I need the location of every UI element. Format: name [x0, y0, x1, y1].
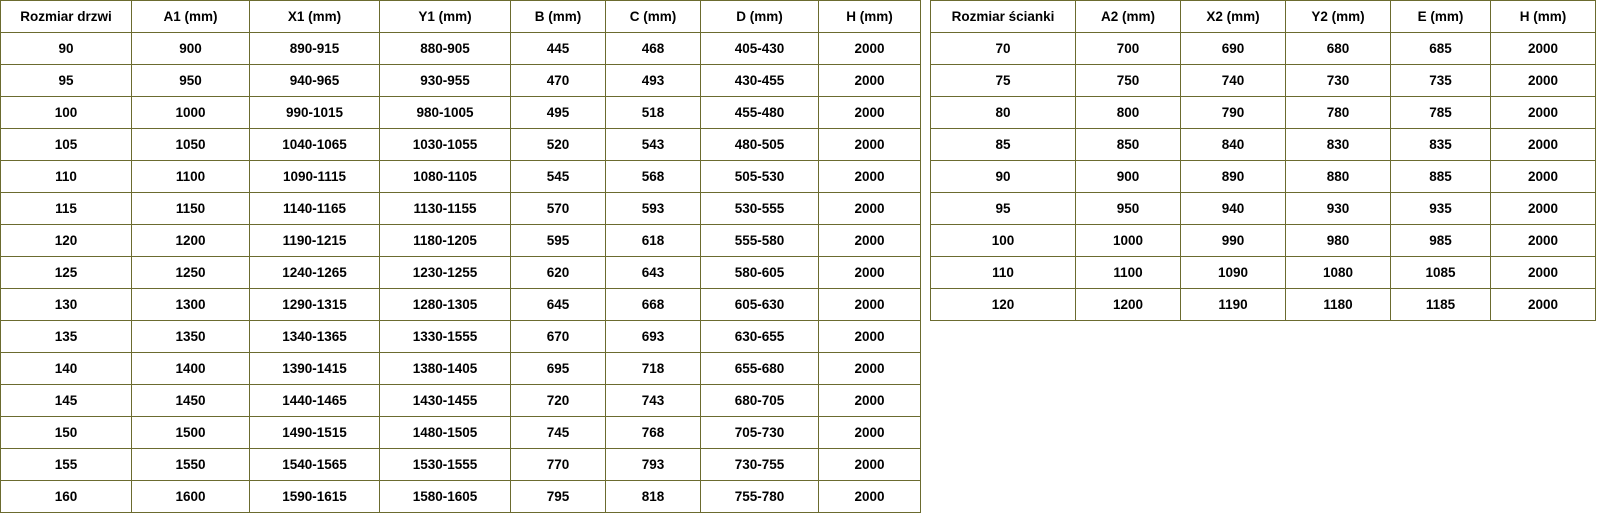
table-row: [1, 33, 921, 65]
doors-table-cell: 680-705: [701, 385, 819, 417]
doors-table-cell: 630-655: [701, 321, 819, 353]
doors-table-cell: 705-730: [701, 417, 819, 449]
doors-table-cell: 1150: [132, 193, 250, 225]
walls-table-cell: 840: [1181, 129, 1286, 161]
walls-table-cell: 940: [1181, 193, 1286, 225]
walls-table-cell: 690: [1181, 33, 1286, 65]
doors-table-cell: 1180-1205: [380, 225, 511, 257]
walls-table-cell: 1190: [1181, 289, 1286, 321]
doors-table-column-header: B (mm): [511, 1, 606, 33]
table-row: [1, 385, 921, 417]
doors-table-cell: 1100: [132, 161, 250, 193]
doors-table-cell: 718: [606, 353, 701, 385]
doors-table-cell: 1540-1565: [250, 449, 380, 481]
doors-table-cell: 818: [606, 481, 701, 513]
walls-table-cell: 2000: [1491, 193, 1596, 225]
doors-table-cell: 593: [606, 193, 701, 225]
doors-table-cell: 495: [511, 97, 606, 129]
table-row: [1, 97, 921, 129]
walls-table-cell: 2000: [1491, 129, 1596, 161]
doors-table-cell: 645: [511, 289, 606, 321]
walls-table-cell: 120: [931, 289, 1076, 321]
walls-table-cell: 110: [931, 257, 1076, 289]
walls-table-cell: 2000: [1491, 225, 1596, 257]
doors-table-cell: 2000: [819, 161, 921, 193]
doors-table-cell: 950: [132, 65, 250, 97]
doors-table-cell: 555-580: [701, 225, 819, 257]
doors-table-cell: 1400: [132, 353, 250, 385]
walls-table-cell: 935: [1391, 193, 1491, 225]
doors-table-cell: 1590-1615: [250, 481, 380, 513]
table-row: [931, 161, 1596, 193]
doors-table-cell: 1200: [132, 225, 250, 257]
doors-table-cell: 1390-1415: [250, 353, 380, 385]
walls-table-cell: 950: [1076, 193, 1181, 225]
walls-table-cell: 890: [1181, 161, 1286, 193]
doors-table-cell: 1280-1305: [380, 289, 511, 321]
doors-table-cell: 695: [511, 353, 606, 385]
walls-table-cell: 885: [1391, 161, 1491, 193]
walls-table-cell: 740: [1181, 65, 1286, 97]
table-row: [1, 353, 921, 385]
walls-table-cell: 790: [1181, 97, 1286, 129]
doors-table-cell: 120: [1, 225, 132, 257]
doors-table-cell: 115: [1, 193, 132, 225]
table-row: [1, 257, 921, 289]
doors-table-cell: 643: [606, 257, 701, 289]
doors-table-cell: 135: [1, 321, 132, 353]
doors-table-cell: 1230-1255: [380, 257, 511, 289]
doors-table-cell: 730-755: [701, 449, 819, 481]
walls-table-cell: 1090: [1181, 257, 1286, 289]
doors-table-cell: 1030-1055: [380, 129, 511, 161]
walls-table-cell: 1200: [1076, 289, 1181, 321]
table-row: [931, 129, 1596, 161]
doors-table-cell: 1190-1215: [250, 225, 380, 257]
walls-table-cell: 780: [1286, 97, 1391, 129]
doors-table-cell: 890-915: [250, 33, 380, 65]
doors-table-cell: 570: [511, 193, 606, 225]
doors-table-cell: 793: [606, 449, 701, 481]
walls-table-cell: 880: [1286, 161, 1391, 193]
doors-table-cell: 1090-1115: [250, 161, 380, 193]
table-header-row: [931, 1, 1596, 33]
doors-table-cell: 1600: [132, 481, 250, 513]
doors-table-column-header: Y1 (mm): [380, 1, 511, 33]
doors-table-column-header: D (mm): [701, 1, 819, 33]
doors-table-cell: 480-505: [701, 129, 819, 161]
doors-table-cell: 100: [1, 97, 132, 129]
doors-table-cell: 125: [1, 257, 132, 289]
walls-table-cell: 75: [931, 65, 1076, 97]
doors-table-head: [1, 1, 921, 33]
doors-table-cell: 470: [511, 65, 606, 97]
doors-table-cell: 770: [511, 449, 606, 481]
doors-table-cell: 1330-1555: [380, 321, 511, 353]
walls-table-cell: 750: [1076, 65, 1181, 97]
walls-table-column-header: Y2 (mm): [1286, 1, 1391, 33]
doors-table-cell: 505-530: [701, 161, 819, 193]
doors-table-cell: 1440-1465: [250, 385, 380, 417]
doors-table-cell: 1450: [132, 385, 250, 417]
walls-table-cell: 930: [1286, 193, 1391, 225]
doors-table-cell: 1040-1065: [250, 129, 380, 161]
doors-table-cell: 620: [511, 257, 606, 289]
table-row: [1, 193, 921, 225]
table-row: [1, 321, 921, 353]
doors-table-cell: 1350: [132, 321, 250, 353]
doors-table-cell: 155: [1, 449, 132, 481]
doors-table-cell: 1550: [132, 449, 250, 481]
doors-table-cell: 1380-1405: [380, 353, 511, 385]
walls-table-cell: 1080: [1286, 257, 1391, 289]
doors-table-cell: 110: [1, 161, 132, 193]
doors-table-cell: 1500: [132, 417, 250, 449]
doors-table-cell: 145: [1, 385, 132, 417]
doors-table-body: [1, 33, 921, 513]
doors-table-cell: 2000: [819, 449, 921, 481]
walls-table-cell: 2000: [1491, 289, 1596, 321]
doors-table-cell: 1050: [132, 129, 250, 161]
walls-table-cell: 735: [1391, 65, 1491, 97]
walls-table-column-header: E (mm): [1391, 1, 1491, 33]
doors-table-cell: 595: [511, 225, 606, 257]
table-row: [1, 225, 921, 257]
doors-table-cell: 880-905: [380, 33, 511, 65]
doors-table-cell: 720: [511, 385, 606, 417]
walls-table-cell: 980: [1286, 225, 1391, 257]
doors-table-cell: 2000: [819, 225, 921, 257]
walls-table-head: [931, 1, 1596, 33]
walls-table-cell: 2000: [1491, 97, 1596, 129]
doors-table-cell: 668: [606, 289, 701, 321]
doors-table-cell: 2000: [819, 481, 921, 513]
walls-table-cell: 2000: [1491, 257, 1596, 289]
doors-table-cell: 2000: [819, 193, 921, 225]
doors-table-cell: 2000: [819, 385, 921, 417]
table-header-row: [1, 1, 921, 33]
walls-table-cell: 700: [1076, 33, 1181, 65]
doors-table-cell: 2000: [819, 65, 921, 97]
walls-table-column-header: H (mm): [1491, 1, 1596, 33]
doors-table-cell: 605-630: [701, 289, 819, 321]
walls-table-cell: 70: [931, 33, 1076, 65]
doors-table-cell: 543: [606, 129, 701, 161]
doors-table-cell: 1580-1605: [380, 481, 511, 513]
walls-table-column-header: Rozmiar ścianki: [931, 1, 1076, 33]
doors-table-cell: 160: [1, 481, 132, 513]
doors-table-cell: 130: [1, 289, 132, 321]
table-row: [931, 33, 1596, 65]
table-row: [931, 97, 1596, 129]
walls-table-cell: 850: [1076, 129, 1181, 161]
doors-table-cell: 980-1005: [380, 97, 511, 129]
doors-table-cell: 2000: [819, 97, 921, 129]
doors-table-cell: 990-1015: [250, 97, 380, 129]
table-row: [1, 161, 921, 193]
doors-table-cell: 1430-1455: [380, 385, 511, 417]
doors-table-column-header: H (mm): [819, 1, 921, 33]
doors-table-cell: 1140-1165: [250, 193, 380, 225]
doors-table-cell: 768: [606, 417, 701, 449]
doors-table-cell: 95: [1, 65, 132, 97]
doors-table-cell: 1300: [132, 289, 250, 321]
doors-table-cell: 755-780: [701, 481, 819, 513]
doors-table-column-header: A1 (mm): [132, 1, 250, 33]
doors-table-cell: 520: [511, 129, 606, 161]
doors-table-cell: 1000: [132, 97, 250, 129]
doors-table-cell: 405-430: [701, 33, 819, 65]
walls-table-cell: 835: [1391, 129, 1491, 161]
doors-table-cell: 2000: [819, 417, 921, 449]
walls-table-cell: 1180: [1286, 289, 1391, 321]
walls-table-cell: 1085: [1391, 257, 1491, 289]
walls-table-cell: 2000: [1491, 33, 1596, 65]
doors-table-cell: 618: [606, 225, 701, 257]
walls-table-cell: 990: [1181, 225, 1286, 257]
walls-table-cell: 95: [931, 193, 1076, 225]
doors-table-cell: 2000: [819, 353, 921, 385]
doors-table-cell: 1490-1515: [250, 417, 380, 449]
doors-table-cell: 150: [1, 417, 132, 449]
doors-table-cell: 2000: [819, 129, 921, 161]
doors-table-cell: 1480-1505: [380, 417, 511, 449]
doors-table-cell: 670: [511, 321, 606, 353]
walls-table-cell: 85: [931, 129, 1076, 161]
table-row: [1, 129, 921, 161]
walls-table-cell: 2000: [1491, 65, 1596, 97]
doors-table-cell: 930-955: [380, 65, 511, 97]
walls-dimensions-table: [930, 0, 1596, 321]
doors-table-cell: 743: [606, 385, 701, 417]
walls-table-cell: 685: [1391, 33, 1491, 65]
walls-table-cell: 100: [931, 225, 1076, 257]
table-row: [1, 417, 921, 449]
doors-table-column-header: X1 (mm): [250, 1, 380, 33]
doors-table-cell: 940-965: [250, 65, 380, 97]
walls-table-cell: 785: [1391, 97, 1491, 129]
doors-table-cell: 580-605: [701, 257, 819, 289]
doors-table-cell: 693: [606, 321, 701, 353]
walls-table-column-header: X2 (mm): [1181, 1, 1286, 33]
doors-table-cell: 430-455: [701, 65, 819, 97]
table-row: [931, 289, 1596, 321]
walls-table-cell: 2000: [1491, 161, 1596, 193]
doors-table-cell: 1290-1315: [250, 289, 380, 321]
doors-table-cell: 900: [132, 33, 250, 65]
doors-table-column-header: C (mm): [606, 1, 701, 33]
doors-table-cell: 2000: [819, 33, 921, 65]
walls-table-column-header: A2 (mm): [1076, 1, 1181, 33]
table-row: [1, 289, 921, 321]
walls-table-cell: 680: [1286, 33, 1391, 65]
doors-table-cell: 518: [606, 97, 701, 129]
table-row: [1, 65, 921, 97]
walls-dimensions-table-container: [930, 0, 1596, 321]
doors-table-cell: 568: [606, 161, 701, 193]
walls-table-cell: 80: [931, 97, 1076, 129]
doors-table-cell: 493: [606, 65, 701, 97]
walls-table-cell: 1000: [1076, 225, 1181, 257]
walls-table-cell: 1100: [1076, 257, 1181, 289]
walls-table-body: [931, 33, 1596, 321]
doors-table-cell: 2000: [819, 289, 921, 321]
walls-table-cell: 800: [1076, 97, 1181, 129]
doors-table-cell: 545: [511, 161, 606, 193]
table-row: [1, 481, 921, 513]
walls-table-cell: 985: [1391, 225, 1491, 257]
doors-table-cell: 655-680: [701, 353, 819, 385]
table-row: [931, 65, 1596, 97]
doors-table-cell: 1340-1365: [250, 321, 380, 353]
walls-table-cell: 1185: [1391, 289, 1491, 321]
doors-table-cell: 140: [1, 353, 132, 385]
doors-table-cell: 745: [511, 417, 606, 449]
table-row: [931, 225, 1596, 257]
doors-table-cell: 468: [606, 33, 701, 65]
doors-table-cell: 1240-1265: [250, 257, 380, 289]
walls-table-cell: 730: [1286, 65, 1391, 97]
doors-table-cell: 2000: [819, 321, 921, 353]
doors-table-cell: 1080-1105: [380, 161, 511, 193]
doors-table-cell: 90: [1, 33, 132, 65]
doors-table-cell: 2000: [819, 257, 921, 289]
doors-table-cell: 1250: [132, 257, 250, 289]
table-row: [931, 193, 1596, 225]
doors-table-column-header: Rozmiar drzwi: [1, 1, 132, 33]
walls-table-cell: 830: [1286, 129, 1391, 161]
doors-table-cell: 1530-1555: [380, 449, 511, 481]
walls-table-cell: 900: [1076, 161, 1181, 193]
table-row: [1, 449, 921, 481]
table-row: [931, 257, 1596, 289]
doors-table-cell: 795: [511, 481, 606, 513]
doors-table-cell: 455-480: [701, 97, 819, 129]
doors-table-cell: 530-555: [701, 193, 819, 225]
walls-table-cell: 90: [931, 161, 1076, 193]
doors-table-cell: 445: [511, 33, 606, 65]
doors-table-cell: 105: [1, 129, 132, 161]
doors-table-cell: 1130-1155: [380, 193, 511, 225]
